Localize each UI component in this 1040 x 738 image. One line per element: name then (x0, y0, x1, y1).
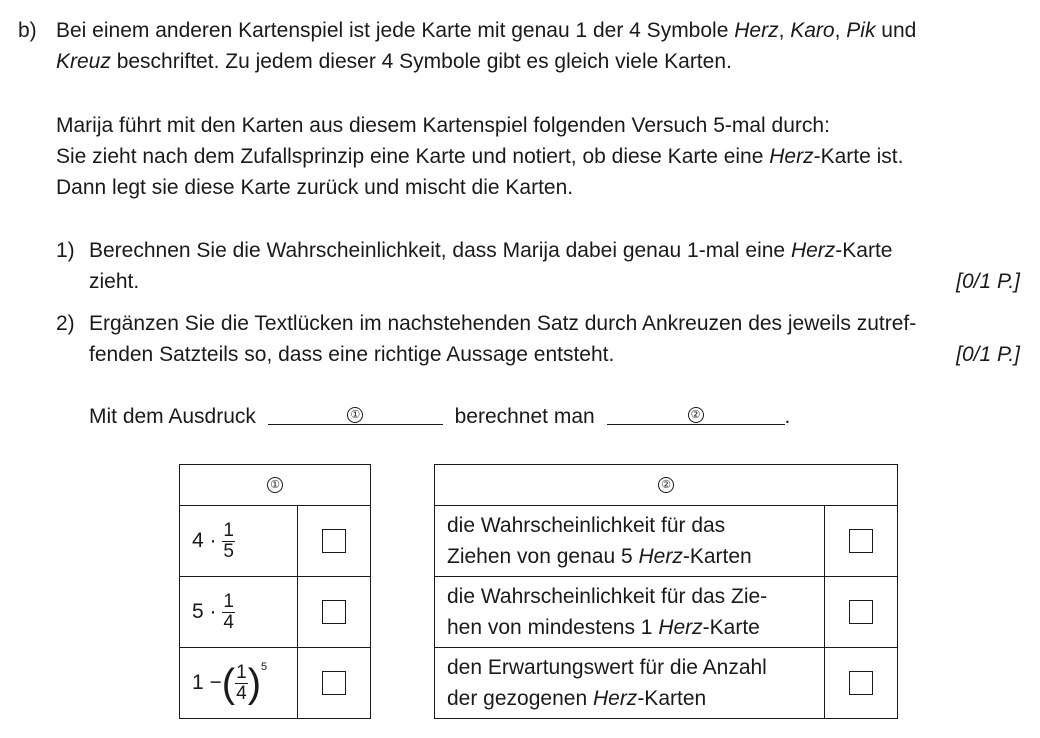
checkbox-cell (298, 648, 371, 719)
task1-number: 1) (56, 239, 75, 262)
task2-points: [0/1 P.] (956, 343, 1020, 366)
checkbox-cell (825, 506, 898, 577)
options-table-1 (179, 464, 371, 719)
table-row (180, 648, 371, 719)
checkbox-cell (298, 577, 371, 648)
task2-line-2: fenden Satzteils so, dass eine richtige Aussage entsteht. (89, 343, 615, 366)
table-row (180, 577, 371, 648)
table2-header: ② (435, 465, 898, 506)
checkbox-2-2[interactable] (849, 600, 873, 624)
checkbox-cell (298, 506, 371, 577)
task2-line-1: Ergänzen Sie die Textlücken im nachstehenden Satz durch Ankreuzen des jeweils zutref- (89, 312, 917, 335)
part-label: b) (18, 19, 37, 42)
expr-option-3: 1 −( $\frac{1}{4}$ )$^5$ (180, 648, 298, 719)
checkbox-2-3[interactable] (849, 671, 873, 695)
table1-header: ① (180, 465, 371, 506)
checkbox-2-1[interactable] (849, 529, 873, 553)
table-row (435, 577, 898, 648)
checkbox-cell (825, 577, 898, 648)
experiment-line-1: Marija führt mit den Karten aus diesem Kartenspiel folgenden Versuch 5-mal durch: (56, 114, 830, 137)
experiment-line-3: Dann legt sie diese Karte zurück und mischt die Karten. (56, 176, 574, 199)
intro-line-1: Bei einem anderen Kartenspiel ist jede Karte mit genau 1 der 4 Symbole Herz, Karo, Pik und (56, 19, 917, 42)
expr-option-1: 4 · $\frac{1}{5}$ (180, 506, 298, 577)
gap-2: ② (607, 399, 785, 425)
checkbox-1-3[interactable] (322, 671, 346, 695)
checkbox-1-2[interactable] (322, 600, 346, 624)
table-row (435, 648, 898, 719)
table-row (180, 506, 371, 577)
gap-sentence: Mit dem Ausdruck ① berechnet man ② . (89, 401, 790, 432)
checkbox-1-1[interactable] (322, 529, 346, 553)
task1-line-1: Berechnen Sie die Wahrscheinlichkeit, dass Marija dabei genau 1-mal eine Herz-Karte (89, 239, 893, 262)
task1-points: [0/1 P.] (956, 270, 1020, 293)
text-option-3: den Erwartungswert für die Anzahl der gezogenen Herz-Karten (435, 648, 825, 719)
experiment-line-2: Sie zieht nach dem Zufallsprinzip eine Karte und notiert, ob diese Karte eine Herz-Karte ist. (56, 145, 904, 168)
task2-number: 2) (56, 312, 75, 335)
text-option-1: die Wahrscheinlichkeit für das Ziehen von genau 5 Herz-Karten (435, 506, 825, 577)
options-table-2 (434, 464, 898, 719)
text-option-2: die Wahrscheinlichkeit für das Zie- hen von mindestens 1 Herz-Karte (435, 577, 825, 648)
gap-1: ① (268, 399, 443, 425)
task1-line-2: zieht. (89, 270, 140, 293)
checkbox-cell (825, 648, 898, 719)
expr-option-2: 5 · $\frac{1}{4}$ (180, 577, 298, 648)
table-row (435, 506, 898, 577)
intro-line-2: Kreuz beschriftet. Zu jedem dieser 4 Symbole gibt es gleich viele Karten. (56, 50, 732, 73)
